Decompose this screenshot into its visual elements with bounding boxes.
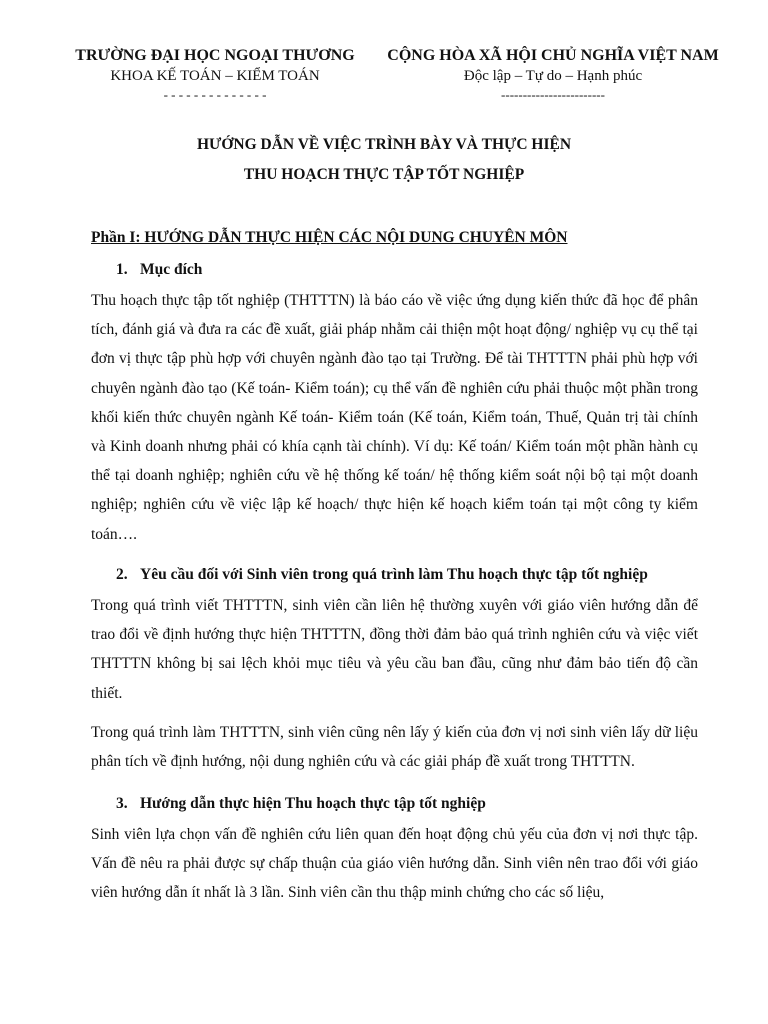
national-header bbox=[370, 46, 736, 104]
section-number: 2. bbox=[116, 566, 128, 583]
section-number: 1. bbox=[116, 261, 128, 278]
document-title-line-2: THU HOẠCH THỰC TẬP TỐT NGHIỆP bbox=[243, 166, 525, 183]
national-title: CỘNG HÒA XÃ HỘI CHỦ NGHĨA VIỆT NAM bbox=[387, 47, 719, 64]
paragraph: Trong quá trình viết THTTTN, sinh viên cần liên hệ thường xuyên với giáo viên hướng dẫn để trao đổi về định hướng thực hiện THTTTN, đồng thời đảm bảo quá trình nghiên cứu và việc viết THTTTN không bị sai lệch khỏi mục tiêu và yêu cầu ban đầu, cũng như đảm bảo tiến độ cần thiết. bbox=[91, 597, 698, 702]
section-title: Mục đích bbox=[140, 261, 203, 278]
national-motto: Độc lập – Tự do – Hạnh phúc bbox=[463, 68, 643, 84]
faculty-name: KHOA KẾ TOÁN – KIỂM TOÁN bbox=[110, 68, 320, 84]
section-number: 3. bbox=[116, 795, 128, 812]
section-title: Hướng dẫn thực hiện Thu hoạch thực tập tốt nghiệp bbox=[140, 795, 486, 812]
left-separator: - - - - - - - - - - - - - - bbox=[163, 87, 267, 102]
right-separator: ------------------------ bbox=[501, 87, 605, 102]
section-heading bbox=[116, 795, 486, 813]
document-title-line-1: HƯỚNG DẪN VỀ VIỆC TRÌNH BÀY VÀ THỰC HIỆN bbox=[196, 136, 572, 153]
section-heading bbox=[116, 261, 202, 279]
section-title: Yêu cầu đối với Sinh viên trong quá trình làm Thu hoạch thực tập tốt nghiệp bbox=[140, 566, 648, 583]
university-header bbox=[60, 46, 370, 104]
paragraph: Sinh viên lựa chọn vấn đề nghiên cứu liên quan đến hoạt động chủ yếu của đơn vị nơi thực tập. Vấn đề nêu ra phải được sự chấp thuận của giáo viên hướng dẫn. Sinh viên nên trao đổi với giáo viên hướng dẫn ít nhất là 3 lần. Sinh viên cần thu thập minh chứng cho các số liệu, bbox=[91, 826, 698, 902]
section-heading bbox=[116, 566, 648, 584]
part-heading: Phần I: HƯỚNG DẪN THỰC HIỆN CÁC NỘI DUNG CHUYÊN MÔN bbox=[91, 229, 568, 246]
paragraph: Thu hoạch thực tập tốt nghiệp (THTTTN) là báo cáo về việc ứng dụng kiến thức đã học để phân tích, đánh giá và đưa ra các đề xuất, giải pháp nhằm cải thiện một hoạt động/ nghiệp vụ cụ thể tại đơn vị thực tập phù hợp với chuyên ngành đào tạo tại Trường. Để tài THTTTN phải phù hợp với chuyên ngành đào tạo (Kế toán- Kiểm toán); cụ thể vấn đề nghiên cứu phải thuộc một phần trong khối kiến thức chuyên ngành Kế toán- Kiểm toán (Kế toán, Kiểm toán, Thuế, Quản trị tài chính và Kinh doanh nhưng phải có khía cạnh tài chính). Ví dụ: Kế toán/ Kiểm toán một phần hành cụ thể tại doanh nghiệp; nghiên cứu về hệ thống kế toán/ hệ thống kiểm soát nội bộ tại một doanh nghiệp; nghiên cứu về việc lập kế hoạch/ thực hiện kế hoạch kiểm toán tại một công ty kiểm toán…. bbox=[91, 292, 698, 543]
university-name: TRƯỜNG ĐẠI HỌC NGOẠI THƯƠNG bbox=[75, 47, 355, 64]
paragraph: Trong quá trình làm THTTTN, sinh viên cũng nên lấy ý kiến của đơn vị nơi sinh viên lấy dữ liệu phân tích về định hướng, nội dung nghiên cứu và các giải pháp đề xuất trong THTTTN. bbox=[91, 724, 698, 771]
